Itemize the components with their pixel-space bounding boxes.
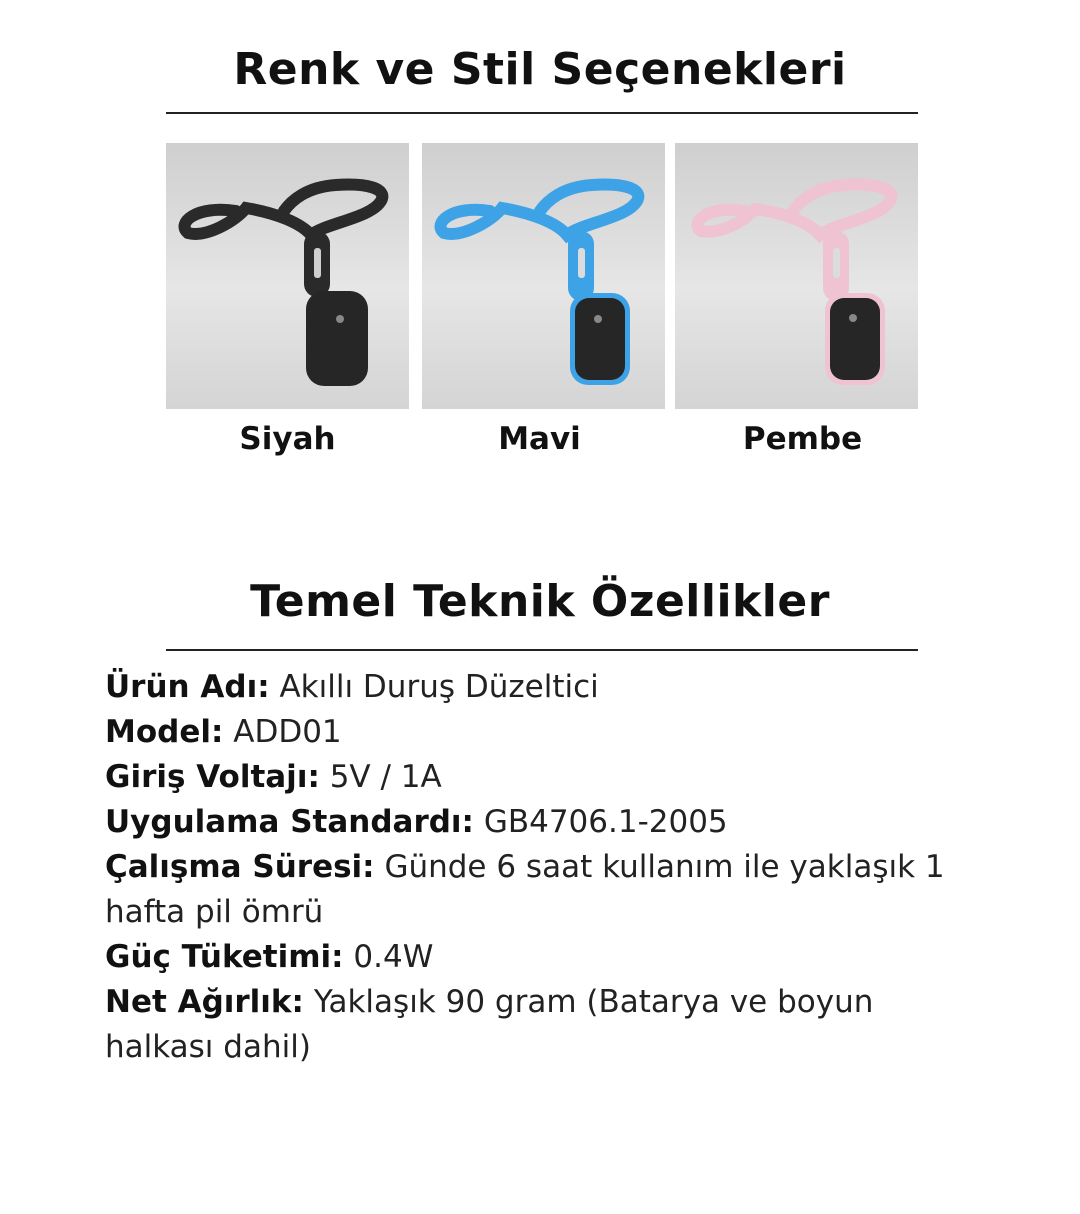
variant-label: Mavi (498, 421, 581, 457)
posture-device-icon (422, 143, 665, 409)
spec-key: Güç Tüketimi: (105, 939, 344, 975)
posture-device-icon (675, 143, 918, 409)
spec-value: Akıllı Duruş Düzeltici (279, 669, 599, 705)
product-image-pink (675, 143, 918, 409)
spec-row-net-weight (105, 980, 985, 1070)
spec-key: Model: (105, 714, 224, 750)
posture-device-icon (166, 143, 409, 409)
spec-value: ADD01 (233, 714, 342, 750)
spec-row-operating-time (105, 845, 985, 935)
spec-row-input-voltage (105, 755, 985, 800)
product-image-blue (422, 143, 665, 409)
variant-card-black[interactable] (166, 143, 409, 457)
title-divider (166, 649, 918, 651)
variant-label: Siyah (239, 421, 336, 457)
spec-list (105, 665, 985, 1070)
spec-value: 0.4W (353, 939, 434, 975)
colors-section-title: Renk ve Stil Seçenekleri (233, 44, 847, 95)
variant-card-blue[interactable] (422, 143, 665, 457)
product-image-black (166, 143, 409, 409)
title-divider (166, 112, 918, 114)
spec-row-product-name (105, 665, 985, 710)
variant-card-pink[interactable] (675, 143, 918, 457)
spec-value: GB4706.1-2005 (483, 804, 728, 840)
spec-value: Günde 6 saat kullanım ile yaklaşık 1 hafta pil ömrü (105, 849, 945, 930)
spec-key: Giriş Voltajı: (105, 759, 320, 795)
spec-key: Çalışma Süresi: (105, 849, 375, 885)
spec-value: Yaklaşık 90 gram (Batarya ve boyun halkası dahil) (105, 984, 874, 1065)
spec-key: Net Ağırlık: (105, 984, 304, 1020)
spec-row-standard (105, 800, 985, 845)
variant-label: Pembe (742, 421, 863, 457)
specs-section-title: Temel Teknik Özellikler (250, 576, 830, 627)
spec-value: 5V / 1A (329, 759, 442, 795)
spec-key: Uygulama Standardı: (105, 804, 474, 840)
spec-row-model (105, 710, 985, 755)
spec-row-power-consumption (105, 935, 985, 980)
spec-key: Ürün Adı: (105, 669, 270, 705)
